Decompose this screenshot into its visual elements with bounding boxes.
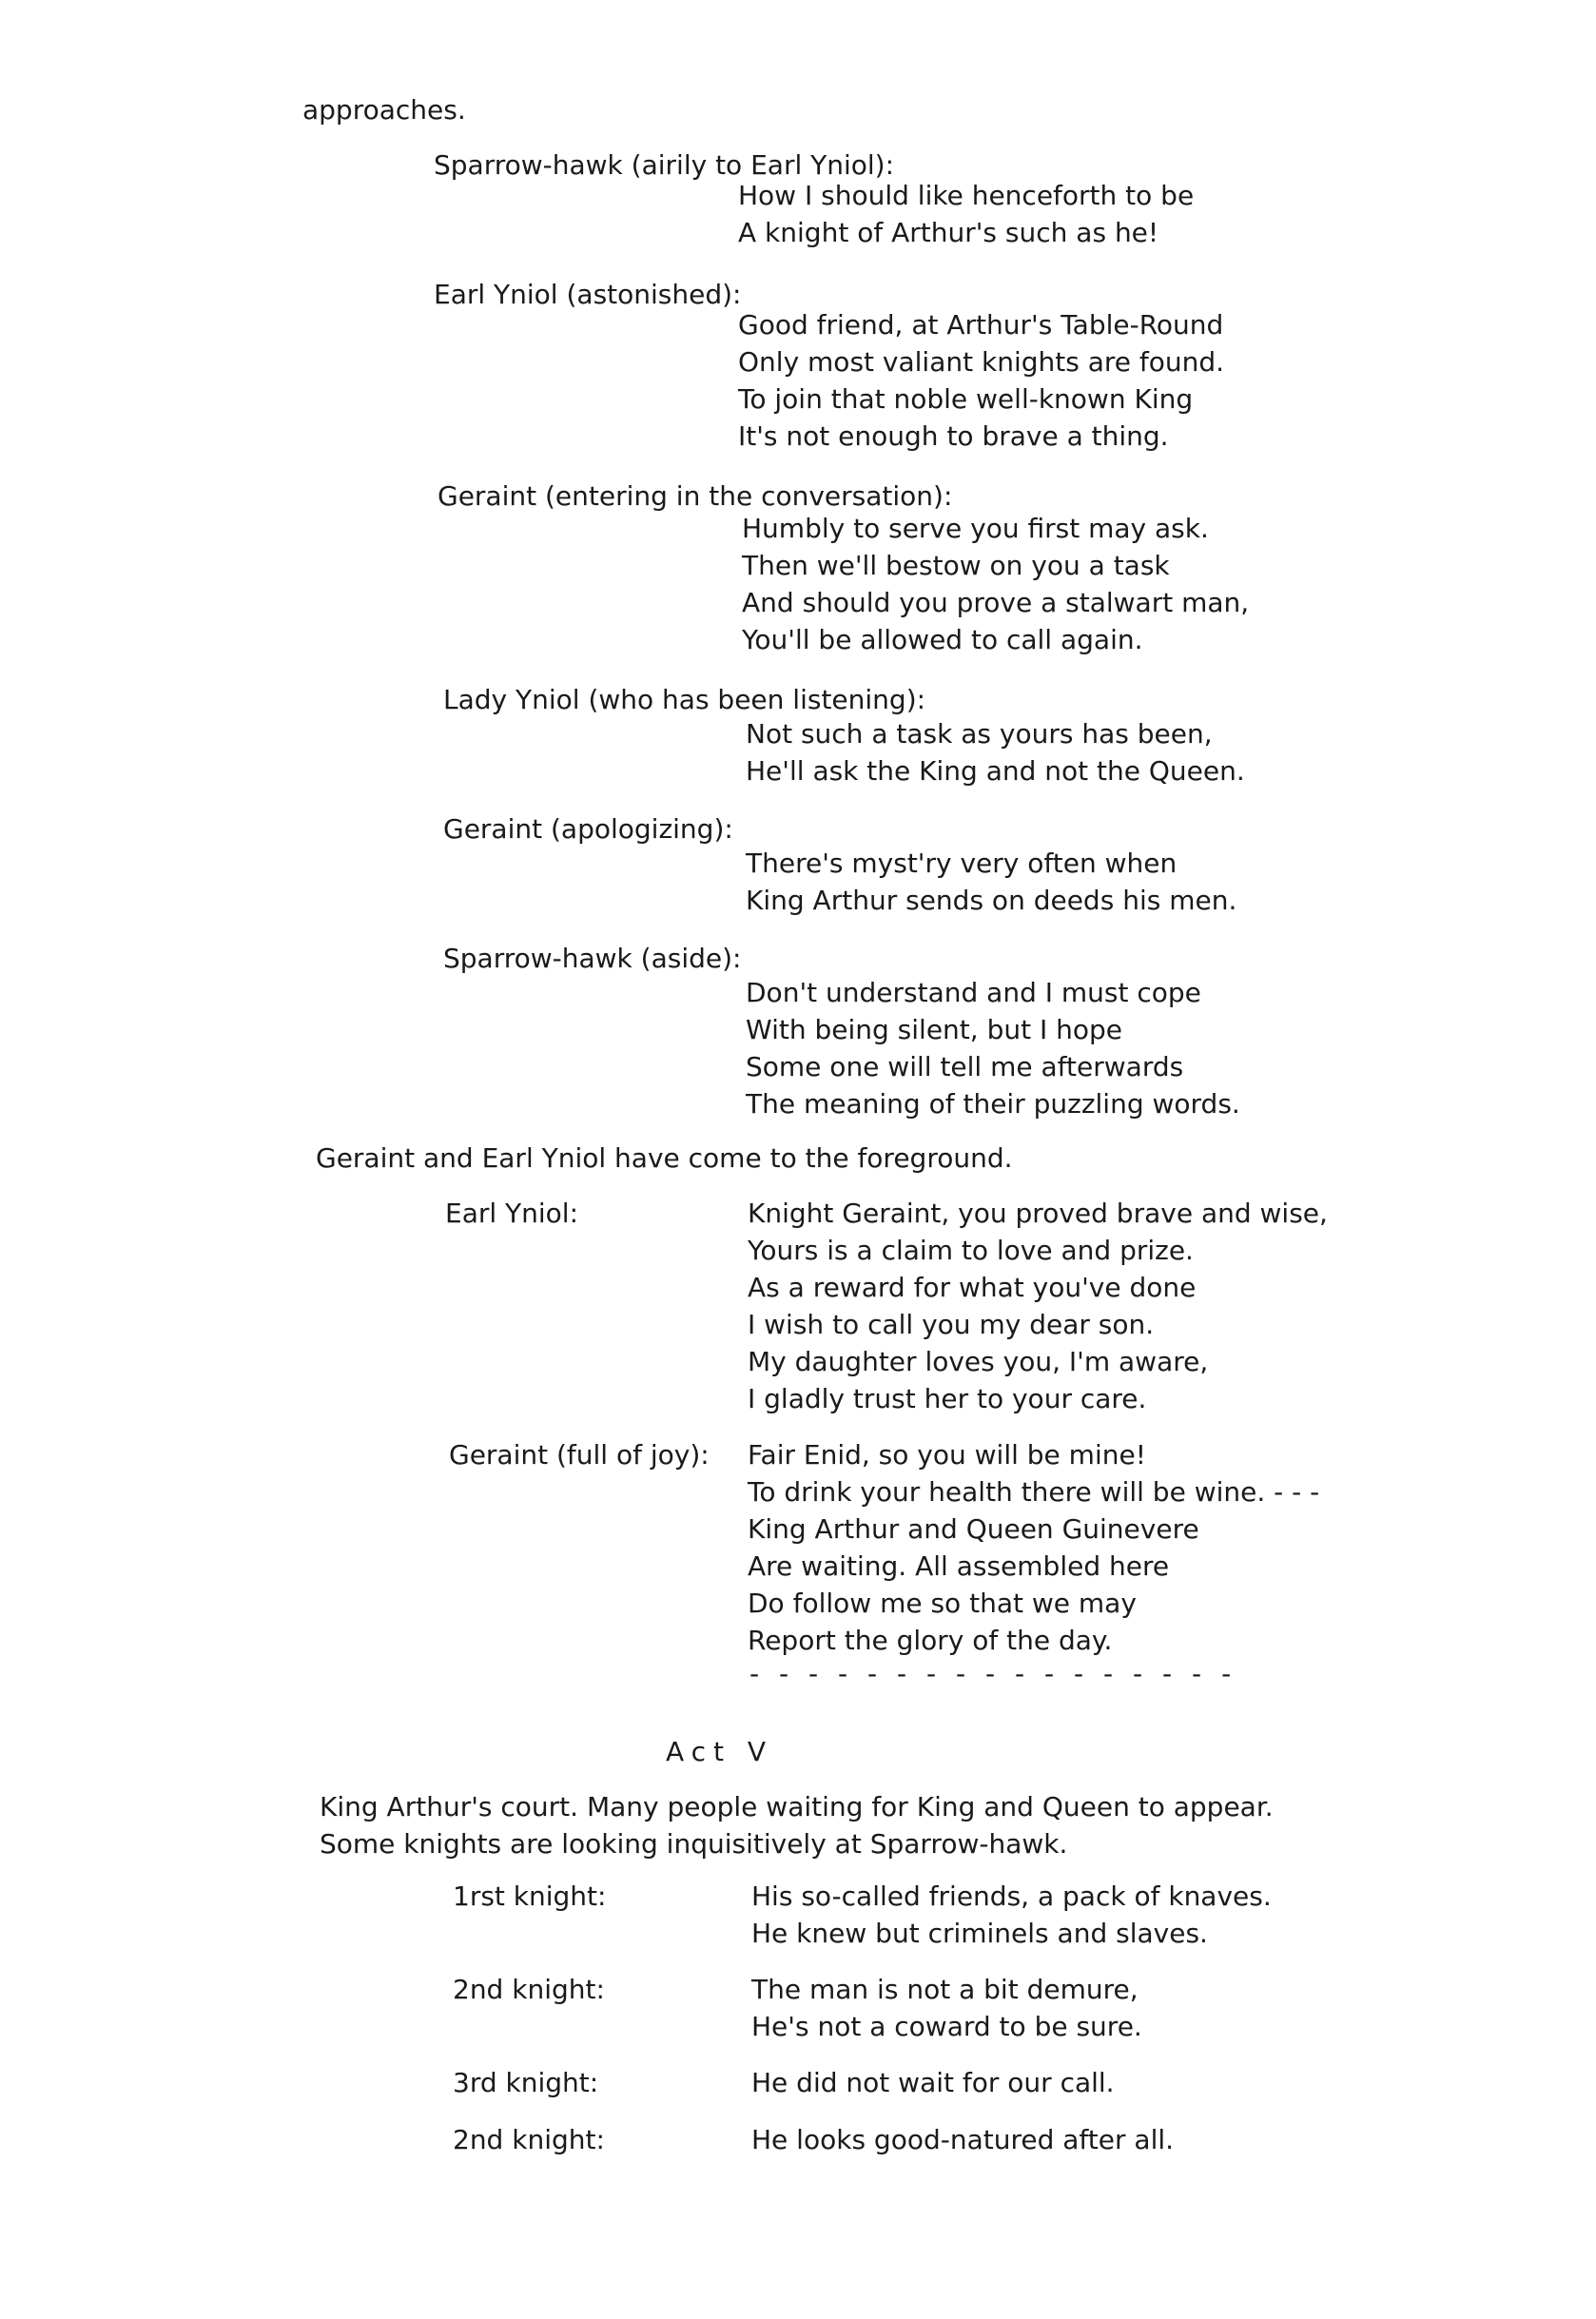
verse-second-knight-2: [751, 2121, 1174, 2158]
verse-line: King Arthur and Queen Guinevere: [748, 1513, 1199, 1545]
speaker-second-knight: 2nd knight:: [453, 1974, 605, 2005]
verse-line: How I should like henceforth to be: [738, 180, 1195, 211]
speaker-sparrow-hawk-aside: Sparrow-hawk (aside):: [443, 943, 742, 974]
verse-line: I gladly trust her to your care.: [748, 1383, 1147, 1414]
verse-line: To drink your health there will be wine. - - -: [748, 1476, 1320, 1508]
verse-line: There's myst'ry very often when: [746, 848, 1178, 879]
act-title: Act V: [666, 1736, 774, 1767]
speaker-sparrow-hawk: Sparrow-hawk (airily to Earl Yniol):: [434, 149, 895, 181]
stage-direction-act-v: [320, 1788, 1274, 1862]
speaker-first-knight: 1rst knight:: [453, 1881, 607, 1912]
verse-line: Report the glory of the day.: [748, 1625, 1113, 1656]
verse-line: He knew but criminels and slaves.: [751, 1918, 1208, 1949]
verse-line: And should you prove a stalwart man,: [742, 587, 1250, 618]
verse-line: He did not wait for our call.: [751, 2067, 1115, 2098]
verse-line: It's not enough to brave a thing.: [738, 420, 1169, 452]
verse-line: To join that noble well-known King: [738, 383, 1194, 415]
verse-line: He's not a coward to be sure.: [751, 2011, 1142, 2042]
verse-line: He looks good-natured after all.: [751, 2124, 1175, 2155]
verse-line: Yours is a claim to love and prize.: [748, 1235, 1194, 1266]
verse-line: Don't understand and I must cope: [746, 977, 1201, 1008]
speaker-geraint: Geraint (entering in the conversation):: [438, 480, 953, 512]
verse-line: King Arthur sends on deeds his men.: [746, 885, 1237, 916]
continuation-line: approaches.: [302, 94, 466, 126]
verse-line: My daughter loves you, I'm aware,: [748, 1346, 1209, 1377]
verse-geraint: [742, 510, 1249, 658]
verse-sparrow-hawk-aside: [746, 974, 1240, 1122]
verse-sparrow-hawk: [738, 177, 1194, 251]
verse-geraint-joy: [748, 1436, 1319, 1659]
speaker-third-knight: 3rd knight:: [453, 2067, 599, 2098]
verse-third-knight: [751, 2064, 1115, 2101]
verse-line: With being silent, but I hope: [746, 1014, 1123, 1045]
verse-lady-yniol: [746, 715, 1245, 789]
speaker-geraint-apologizing: Geraint (apologizing):: [443, 813, 733, 845]
verse-earl-yniol: [738, 306, 1224, 455]
verse-line: The meaning of their puzzling words.: [746, 1088, 1240, 1120]
verse-line: You'll be allowed to call again.: [742, 624, 1143, 655]
verse-line: The man is not a bit demure,: [751, 1974, 1139, 2005]
verse-line: Only most valiant knights are found.: [738, 346, 1225, 378]
verse-line: A knight of Arthur's such as he!: [738, 217, 1159, 248]
verse-line: He'll ask the King and not the Queen.: [746, 755, 1245, 787]
verse-earl-yniol-2: [748, 1195, 1328, 1417]
verse-line: Fair Enid, so you will be mine!: [748, 1439, 1146, 1471]
verse-line: Humbly to serve you first may ask.: [742, 513, 1209, 544]
verse-line: His so-called friends, a pack of knaves.: [751, 1881, 1272, 1912]
verse-line: Then we'll bestow on you a task: [742, 550, 1170, 581]
speaker-lady-yniol: Lady Yniol (who has been listening):: [443, 684, 926, 715]
speaker-earl-yniol: Earl Yniol (astonished):: [434, 279, 742, 310]
verse-geraint-apologizing: [746, 845, 1236, 919]
verse-line: Not such a task as yours has been,: [746, 718, 1213, 750]
stage-direction-line: Some knights are looking inquisitively at Sparrow-hawk.: [320, 1828, 1068, 1860]
verse-line: I wish to call you my dear son.: [748, 1309, 1155, 1340]
verse-first-knight: [751, 1878, 1272, 1952]
verse-line: Do follow me so that we may: [748, 1588, 1137, 1619]
verse-line: Some one will tell me afterwards: [746, 1051, 1184, 1082]
verse-line: As a reward for what you've done: [748, 1272, 1197, 1303]
speaker-geraint-joy: Geraint (full of joy):: [449, 1439, 710, 1471]
verse-second-knight: [751, 1971, 1142, 2045]
end-dash-rule: - - - - - - - - - - - - - - - - -: [749, 1658, 1237, 1689]
verse-line: Good friend, at Arthur's Table-Round: [738, 309, 1224, 341]
speaker-second-knight-2: 2nd knight:: [453, 2124, 605, 2155]
speaker-earl-yniol-2: Earl Yniol:: [445, 1198, 579, 1229]
stage-direction: Geraint and Earl Yniol have come to the foreground.: [316, 1142, 1013, 1174]
stage-direction-line: King Arthur's court. Many people waiting for King and Queen to appear.: [320, 1791, 1274, 1822]
verse-line: Knight Geraint, you proved brave and wise,: [748, 1198, 1328, 1229]
verse-line: Are waiting. All assembled here: [748, 1550, 1170, 1582]
